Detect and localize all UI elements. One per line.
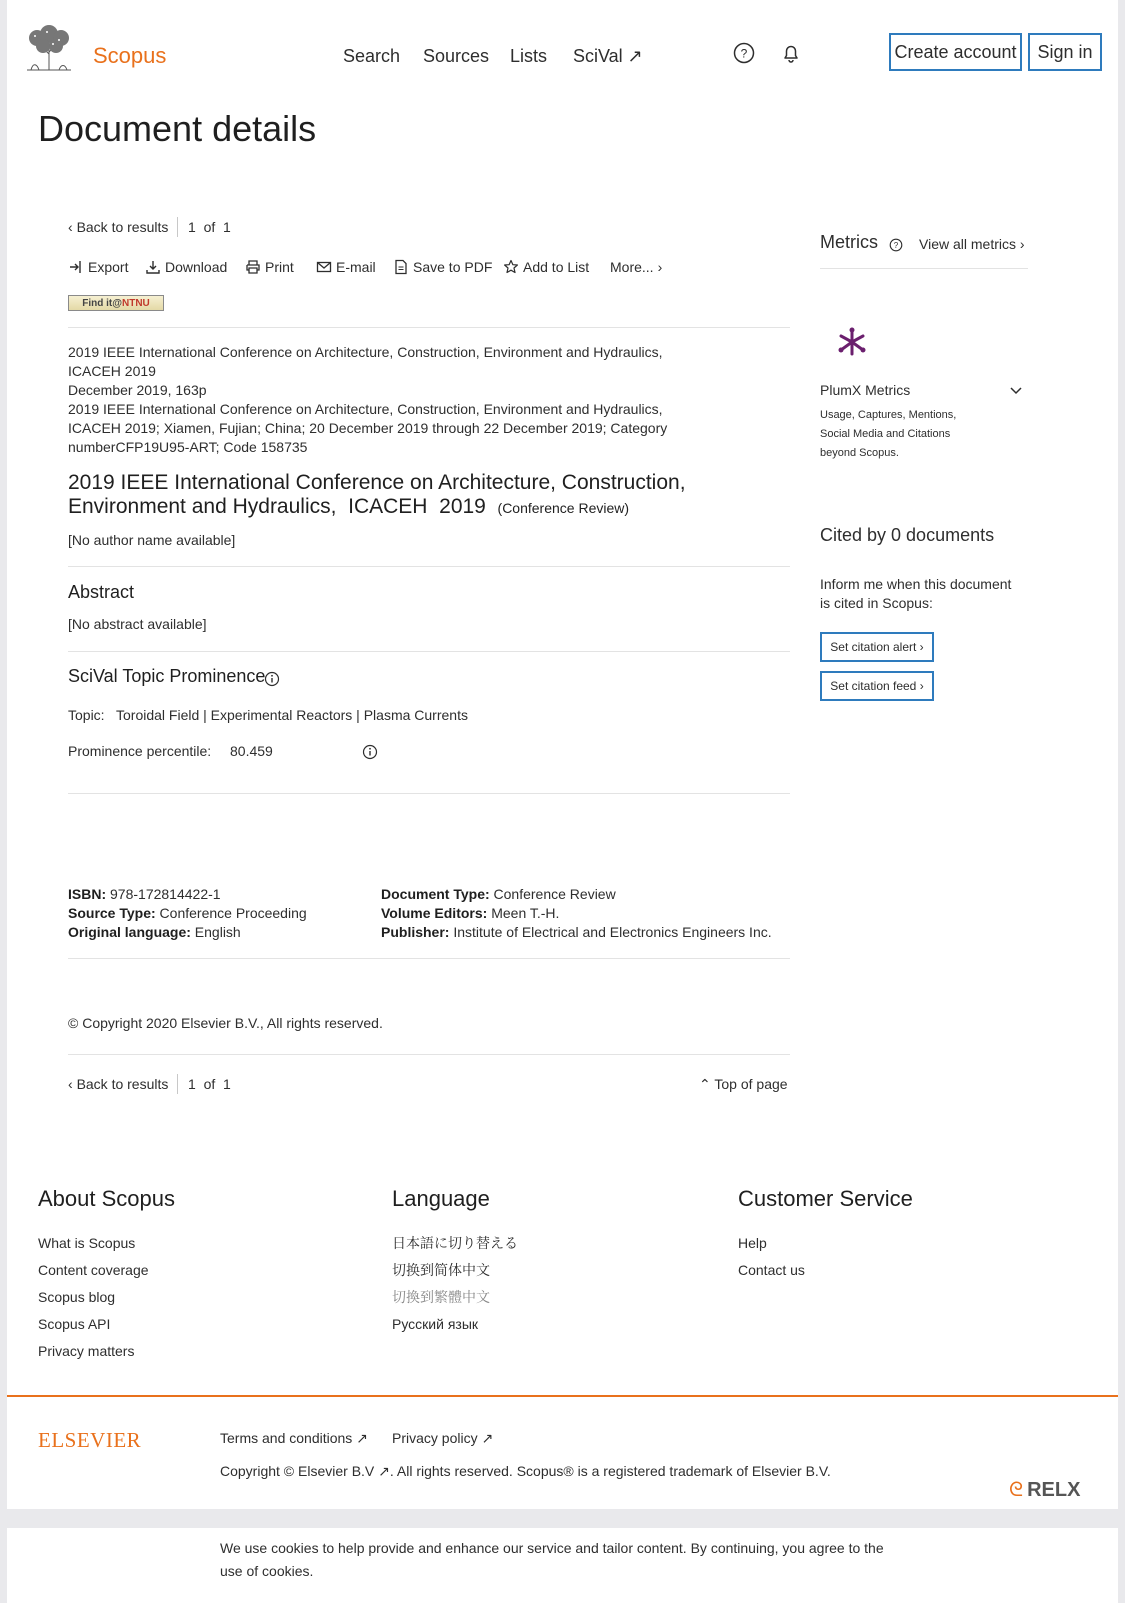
topic-label: Topic: — [68, 707, 105, 723]
author-list: [No author name available] — [68, 532, 236, 548]
save-pdf-button[interactable] — [393, 259, 492, 275]
footer-about-heading: About Scopus — [38, 1186, 175, 1211]
cookie-line: We use cookies to help provide and enhance our service and tailor content. By continuing, you agree to the — [220, 1540, 884, 1556]
feed-label: Set citation feed — [830, 679, 917, 693]
info-icon[interactable] — [362, 744, 378, 760]
find-it-ntnu-button[interactable] — [68, 295, 164, 311]
star-icon — [503, 259, 519, 275]
elsevier-logo[interactable]: ELSEVIER — [38, 1428, 142, 1452]
footer-divider — [7, 1395, 1118, 1397]
source-line: 2019 IEEE International Conference on Architecture, Construction, Environment and Hydraulics, — [68, 401, 663, 417]
percentile-value: 80.459 — [230, 743, 273, 759]
email-icon — [316, 259, 332, 275]
divider — [68, 327, 790, 328]
footer-link-content-coverage[interactable]: Content coverage — [38, 1262, 149, 1278]
privacy-policy-link[interactable]: Privacy policy ↗ — [392, 1430, 494, 1446]
print-button[interactable] — [245, 259, 294, 275]
footer-link-contact-us[interactable]: Contact us — [738, 1262, 805, 1278]
nav-sources[interactable]: Sources — [423, 46, 490, 66]
footer-service-heading: Customer Service — [738, 1186, 913, 1211]
download-icon — [145, 259, 161, 275]
footer-language-heading: Language — [392, 1186, 490, 1211]
chevron-right-icon: › — [657, 259, 663, 275]
cookie-banner — [7, 1528, 1118, 1603]
title-line: Environment and Hydraulics, ICACEH 2019 — [68, 495, 486, 518]
sign-in-button[interactable]: Sign in — [1028, 33, 1102, 71]
svg-text:?: ? — [740, 46, 748, 61]
create-account-button[interactable]: Create account — [889, 33, 1022, 71]
footer-link-help[interactable]: Help — [738, 1235, 767, 1251]
footer-copyright: Copyright © Elsevier B.V ↗. All rights reserved. Scopus® is a registered trademark of Elsevier B.V. — [220, 1463, 831, 1479]
set-citation-feed-button[interactable]: Set citation feed › — [820, 671, 934, 701]
isbn-label: ISBN: — [68, 886, 107, 902]
back-to-results-link[interactable]: ‹ Back to results — [68, 219, 169, 235]
pager-text: 1 of 1 — [188, 1076, 231, 1092]
footer-link-scopus-blog[interactable]: Scopus blog — [38, 1289, 116, 1305]
download-button[interactable] — [145, 259, 227, 275]
page-title: Document details — [38, 108, 317, 149]
back-to-results-link[interactable]: ‹ Back to results — [68, 1076, 169, 1092]
back-label: Back to results — [76, 219, 169, 235]
page — [7, 0, 1118, 1509]
editors-value[interactable]: Meen T.-H. — [491, 905, 560, 921]
source-line: ICACEH 2019; Xiamen, Fujian; China; 20 December 2019 through 22 December 2019; Category — [68, 420, 668, 436]
source-line: 2019 IEEE International Conference on Architecture, Construction, Environment and Hydraulics, — [68, 344, 663, 360]
plumx-description — [820, 406, 956, 463]
scival-heading: SciVal Topic Prominence — [68, 666, 266, 686]
plumx-desc-line: beyond Scopus. — [820, 447, 899, 459]
add-to-list-label: Add to List — [523, 259, 590, 275]
more-button[interactable] — [610, 259, 662, 275]
chevron-down-icon[interactable] — [1009, 386, 1023, 396]
scopus-brand[interactable]: Scopus — [93, 43, 167, 68]
cookie-text — [220, 1537, 900, 1583]
divider — [68, 1054, 790, 1055]
cookie-line: use of cookies. — [220, 1563, 314, 1579]
footer-service-list — [738, 1230, 805, 1284]
relx-text: RELX — [1027, 1479, 1081, 1501]
abstract-heading: Abstract — [68, 582, 135, 602]
abstract-text: [No abstract available] — [68, 616, 207, 632]
print-label: Print — [265, 259, 294, 275]
footer-language-list — [392, 1230, 518, 1338]
plumx-desc-line: Social Media and Citations — [820, 428, 951, 440]
publisher-label: Publisher: — [381, 924, 450, 940]
pdf-icon — [393, 259, 409, 275]
footer-link-scopus-api[interactable]: Scopus API — [38, 1316, 111, 1332]
terms-link[interactable]: Terms and conditions ↗ — [220, 1430, 368, 1446]
email-button[interactable] — [316, 259, 376, 275]
divider — [68, 651, 790, 652]
plumx-logo-icon — [837, 326, 867, 358]
source-info — [68, 343, 688, 457]
set-citation-alert-button[interactable]: Set citation alert › — [820, 632, 934, 662]
metrics-heading: Metrics — [820, 232, 878, 252]
divider — [177, 217, 178, 237]
isbn-value: 978-172814422-1 — [110, 886, 221, 902]
cited-by-heading: Cited by 0 documents — [820, 525, 995, 545]
nav-lists[interactable]: Lists — [510, 46, 548, 66]
topic-link[interactable]: Toroidal Field | Experimental Reactors | Plasma Currents — [116, 707, 468, 723]
doc-type-label: Document Type: — [381, 886, 490, 902]
footer-link-russian[interactable]: Русский язык — [392, 1316, 479, 1332]
help-icon[interactable] — [889, 238, 903, 252]
details-right — [381, 885, 772, 942]
source-line: ICACEH 2019 — [68, 363, 156, 379]
email-label: E-mail — [336, 259, 376, 275]
divider — [68, 958, 790, 959]
add-to-list-button[interactable] — [503, 259, 589, 275]
elsevier-tree-logo[interactable] — [23, 24, 75, 72]
bell-icon[interactable] — [780, 42, 802, 64]
document-copyright: © Copyright 2020 Elsevier B.V., All rights reserved. — [68, 1015, 383, 1031]
top-of-page-link[interactable] — [699, 1076, 788, 1093]
download-label: Download — [165, 259, 228, 275]
findit-brand: NTNU — [121, 297, 150, 309]
plumx-desc-line: Usage, Captures, Mentions, — [820, 409, 957, 421]
footer-link-japanese[interactable]: 日本語に切り替える — [392, 1235, 518, 1251]
source-type-label: Source Type: — [68, 905, 156, 921]
footer-about-list — [38, 1230, 149, 1365]
doc-type-value: Conference Review — [493, 886, 616, 902]
source-line: December 2019, 163p — [68, 382, 207, 398]
percentile-label: Prominence percentile: — [68, 743, 212, 759]
footer-link-what-is-scopus[interactable]: What is Scopus — [38, 1235, 136, 1251]
findit-prefix: Find it@ — [82, 297, 122, 309]
help-icon[interactable] — [733, 42, 755, 64]
top-label: Top of page — [714, 1076, 788, 1092]
inform-text — [820, 575, 1011, 613]
document-title — [68, 471, 748, 520]
document-type: (Conference Review) — [497, 500, 630, 516]
relx-mark-icon: ᘓ — [1009, 1479, 1024, 1501]
title-line: 2019 IEEE International Conference on Architecture, Construction, — [68, 471, 686, 494]
source-line: numberCFP19U95-ART; Code 158735 — [68, 439, 308, 455]
chevron-up-icon: ⌃ — [699, 1076, 711, 1092]
divider — [68, 566, 790, 567]
info-icon[interactable] — [264, 671, 280, 687]
export-label: Export — [88, 259, 129, 275]
alert-label: Set citation alert — [830, 640, 917, 654]
more-label: More... — [610, 259, 654, 275]
svg-text:?: ? — [893, 241, 899, 251]
editors-label: Volume Editors: — [381, 905, 488, 921]
inform-line: Inform me when this document — [820, 576, 1012, 592]
print-icon — [245, 259, 261, 275]
details-left — [68, 885, 307, 942]
language-value: English — [194, 924, 241, 940]
back-label: Back to results — [76, 1076, 169, 1092]
footer-link-traditional-chinese[interactable]: 切換到繁體中文 — [392, 1289, 490, 1305]
relx-logo[interactable] — [1009, 1479, 1080, 1502]
view-all-metrics-link[interactable]: View all metrics › — [919, 236, 1025, 252]
save-pdf-label: Save to PDF — [413, 259, 493, 275]
footer-link-privacy-matters[interactable]: Privacy matters — [38, 1343, 135, 1359]
source-type-value: Conference Proceeding — [159, 905, 307, 921]
view-all-label: View all metrics — [919, 236, 1016, 252]
footer-link-simplified-chinese[interactable]: 切换到简体中文 — [392, 1262, 490, 1278]
nav-search[interactable]: Search — [343, 46, 401, 66]
language-label: Original language: — [68, 924, 191, 940]
pager-text: 1 of 1 — [188, 219, 231, 235]
divider — [820, 268, 1028, 269]
divider — [177, 1074, 178, 1094]
inform-line: is cited in Scopus: — [820, 595, 933, 611]
publisher-value: Institute of Electrical and Electronics Engineers Inc. — [453, 924, 772, 940]
export-icon — [68, 259, 84, 275]
divider — [68, 793, 790, 794]
plumx-title: PlumX Metrics — [820, 382, 911, 398]
export-button[interactable] — [68, 259, 128, 275]
nav-scival[interactable]: SciVal ↗ — [573, 46, 643, 66]
